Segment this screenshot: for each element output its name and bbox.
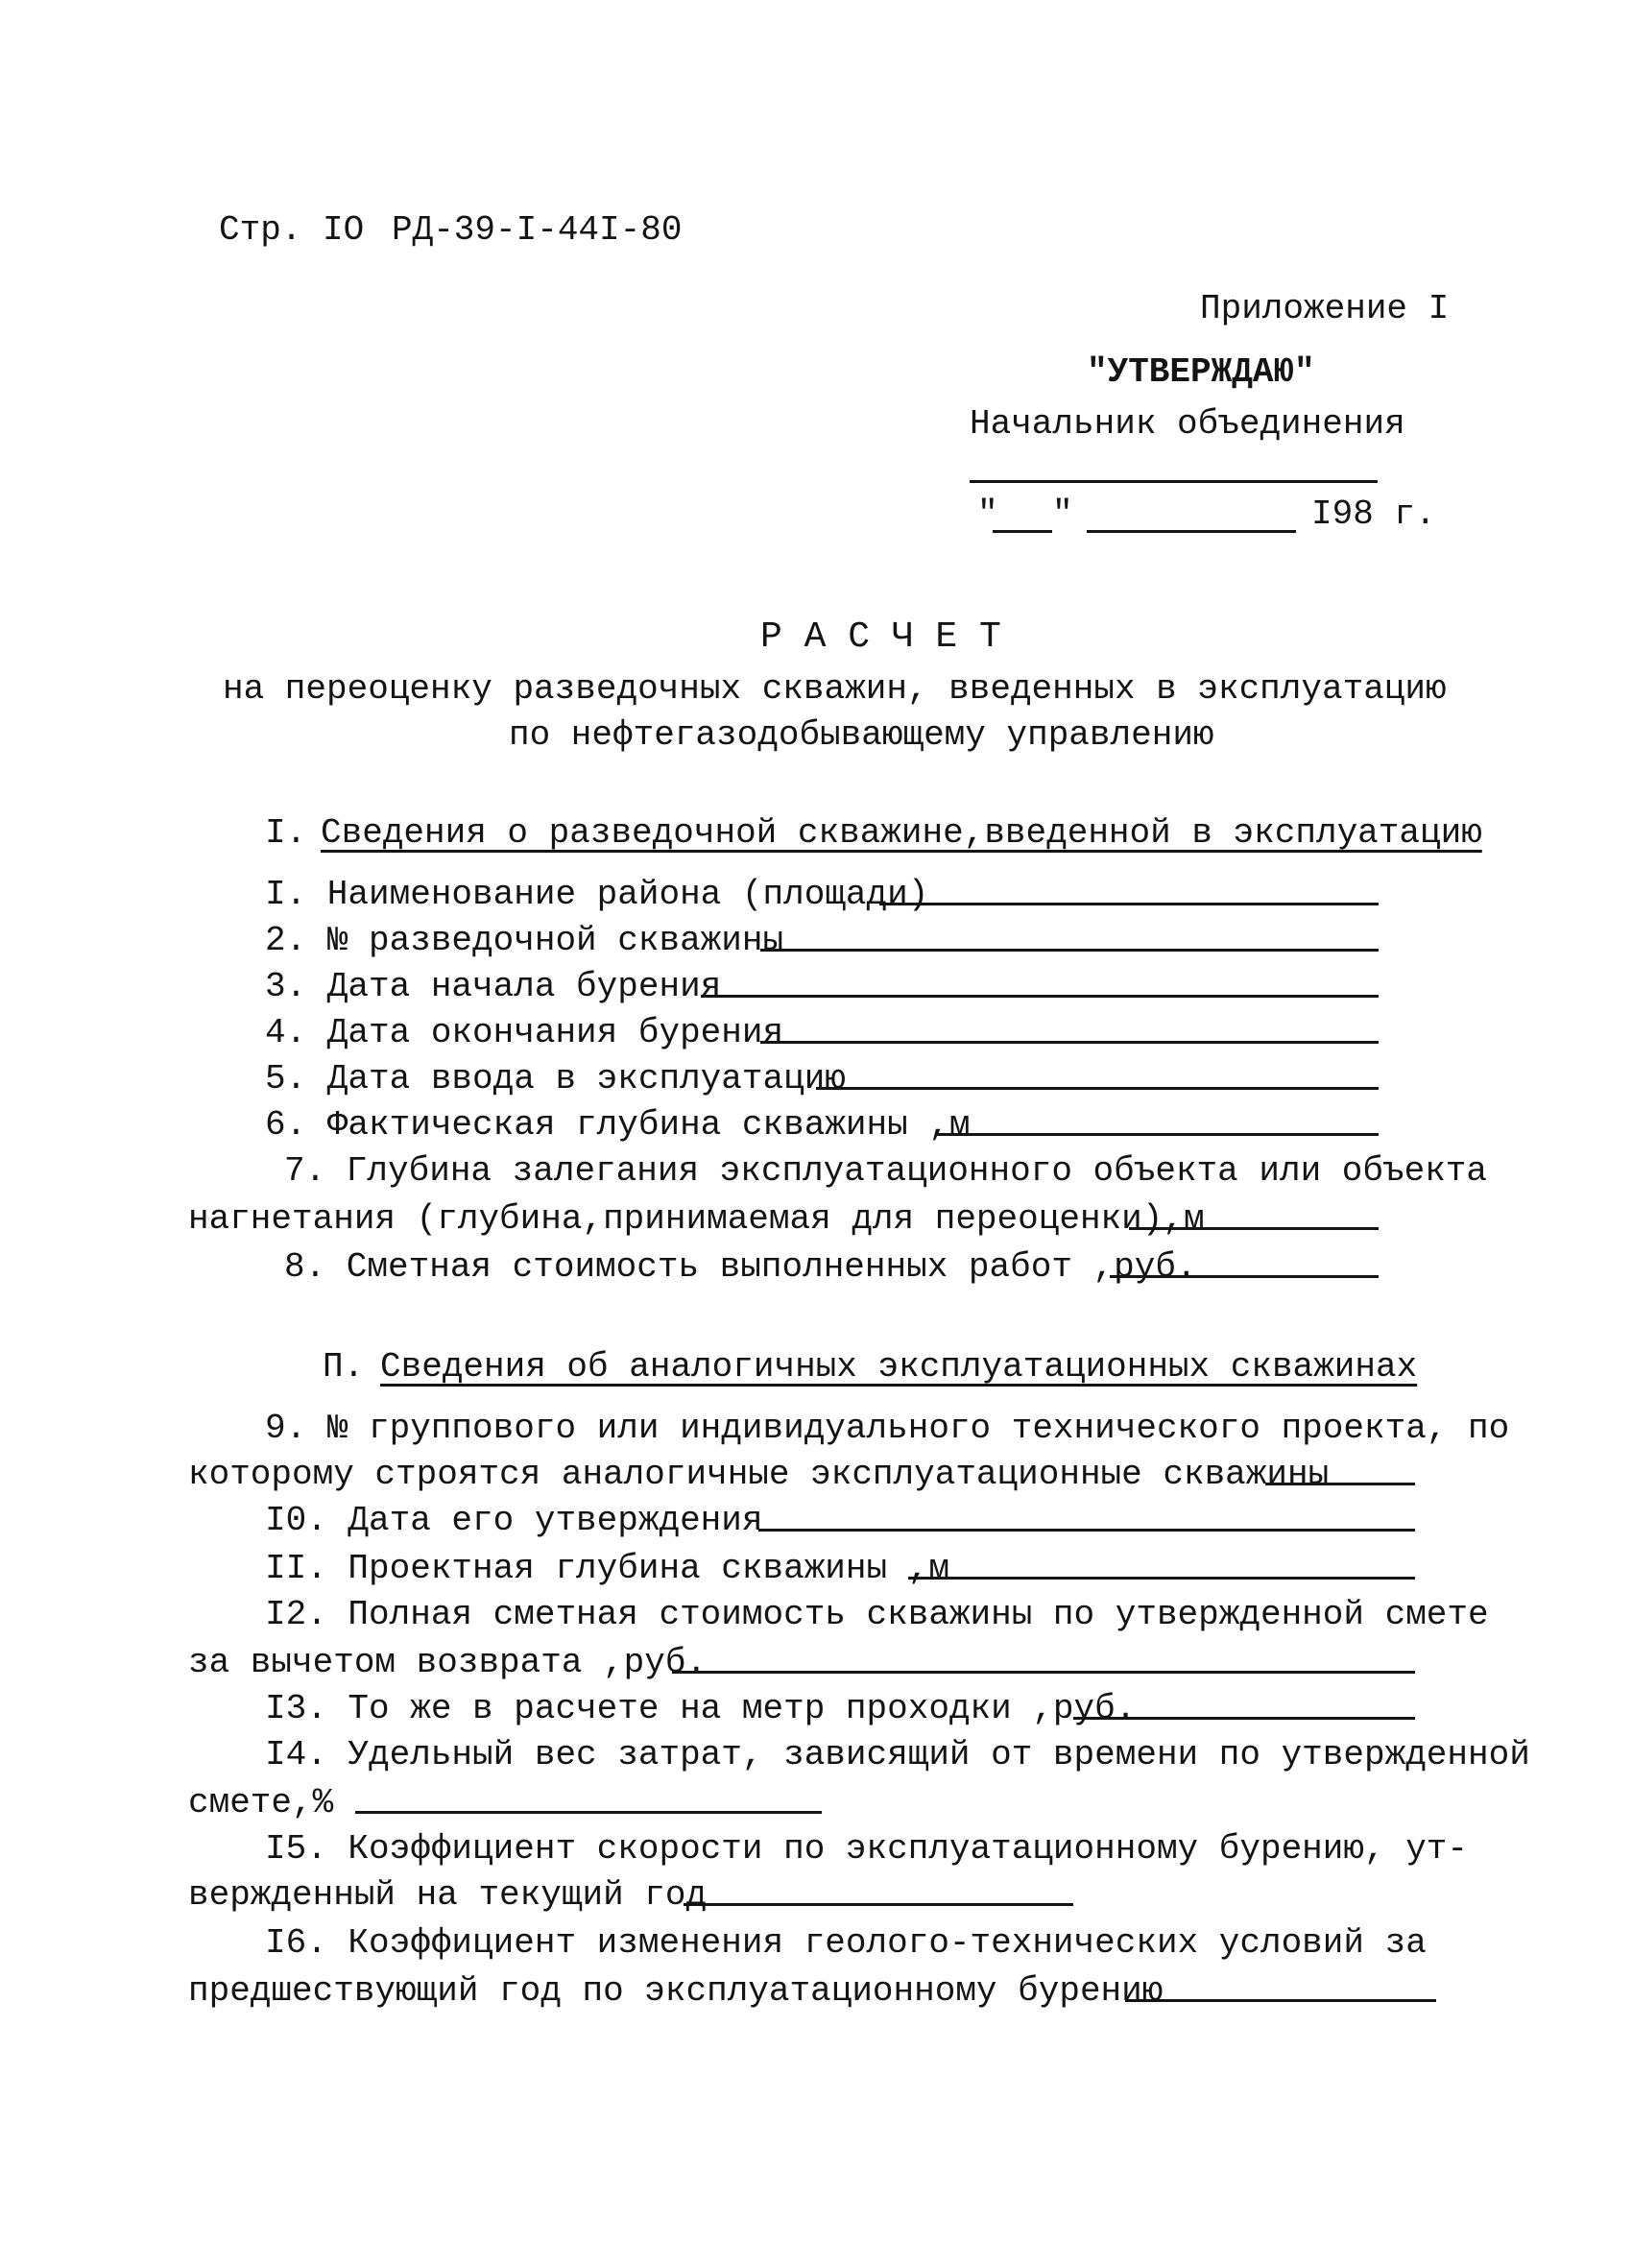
field-object-depth-line[interactable] <box>1129 1227 1379 1230</box>
field-design-depth-label: II. Проектная глубина скважины ,м <box>265 1549 949 1588</box>
document-title: Р А С Ч Е Т <box>760 616 1001 658</box>
field-speed-coefficient-label-1: I5. Коэффициент скорости по эксплуатационному бурению, ут- <box>265 1829 1469 1869</box>
field-design-depth-line[interactable] <box>908 1577 1415 1580</box>
field-full-cost-label-2: за вычетом возврата ,руб. <box>188 1643 708 1682</box>
subtitle-line-1: на переоценку разведочных скважин, введенных в эксплуатацию <box>223 669 1447 709</box>
field-speed-coefficient-line[interactable] <box>684 1903 1073 1906</box>
section-2-number: П. <box>323 1347 365 1387</box>
field-drilling-end-line[interactable] <box>760 1041 1379 1044</box>
date-day-line <box>993 530 1052 533</box>
date-year: I98 г. <box>1311 495 1436 534</box>
field-estimated-cost-label: 8. Сметная стоимость выполненных работ ,руб. <box>284 1247 1197 1287</box>
field-drilling-start-line[interactable] <box>701 995 1379 998</box>
field-time-costs-share-label-2: смете,% <box>188 1783 334 1822</box>
field-full-cost-label-1: I2. Полная сметная стоимость скважины по утвержденной смете <box>265 1595 1489 1634</box>
section-1-number: I. <box>265 813 307 853</box>
document-code: РД-39-I-44I-80 <box>392 210 683 250</box>
field-area-name-label: I. Наименование района (площади) <box>265 875 929 914</box>
field-geo-coefficient-label-1: I6. Коэффициент изменения геолого-технических условий за <box>265 1923 1427 1963</box>
field-project-number-label-2: которому строятся аналогичные эксплуатационные скважины <box>188 1455 1330 1494</box>
field-drilling-start-label: 3. Дата начала бурения <box>265 967 722 1006</box>
field-commissioning-date-label: 5. Дата ввода в эксплуатацию <box>265 1059 846 1098</box>
field-drilling-end-label: 4. Дата окончания бурения <box>265 1013 784 1052</box>
field-geo-coefficient-line[interactable] <box>1125 1999 1436 2002</box>
page-number: Стр. IO <box>219 210 365 250</box>
field-geo-coefficient-label-2: предшествующий год по эксплуатационному бурению <box>188 1971 1164 2011</box>
field-project-number-label-1: 9. № группового или индивидуального технического проекта, по <box>265 1409 1510 1448</box>
field-cost-per-meter-label: I3. То же в расчете на метр проходки ,руб. <box>265 1689 1137 1728</box>
field-cost-per-meter-line[interactable] <box>1073 1717 1415 1720</box>
date-quote-close: " <box>1052 495 1073 534</box>
field-well-number-label: 2. № разведочной скважины <box>265 921 784 960</box>
field-speed-coefficient-label-2: вержденный на текущий год <box>188 1875 708 1915</box>
field-actual-depth-line[interactable] <box>937 1133 1379 1136</box>
approve-stamp: "УТВЕРЖДАЮ" <box>1087 352 1315 392</box>
field-project-number-line[interactable] <box>1265 1483 1415 1485</box>
field-object-depth-label-2: нагнетания (глубина,принимаемая для переоценки),м <box>188 1199 1205 1239</box>
section-2-heading: Сведения об аналогичных эксплуатационных скважинах <box>380 1347 1418 1387</box>
appendix-label: Приложение I <box>1200 289 1450 328</box>
signature-line <box>970 480 1378 483</box>
field-area-name-line[interactable] <box>879 903 1379 905</box>
field-approval-date-label: I0. Дата его утверждения <box>265 1501 763 1540</box>
field-full-cost-line[interactable] <box>672 1671 1415 1674</box>
subtitle-line-2: по нефтегазодобывающему управлению <box>509 715 1214 755</box>
field-commissioning-date-line[interactable] <box>816 1087 1379 1090</box>
field-object-depth-label-1: 7. Глубина залегания эксплуатационного объекта или объекта <box>284 1151 1488 1191</box>
approver-title: Начальник объединения <box>970 404 1405 444</box>
field-estimated-cost-line[interactable] <box>1110 1275 1379 1278</box>
field-time-costs-share-line[interactable] <box>355 1811 822 1814</box>
date-month-line <box>1087 530 1296 533</box>
field-well-number-line[interactable] <box>760 949 1379 952</box>
date-quote-open: " <box>977 495 998 534</box>
field-time-costs-share-label-1: I4. Удельный вес затрат, зависящий от времени по утвержденной <box>265 1735 1530 1774</box>
field-approval-date-line[interactable] <box>758 1529 1415 1532</box>
section-1-heading: Сведения о разведочной скважине,введенной в эксплуатацию <box>321 813 1482 853</box>
field-actual-depth-label: 6. Фактическая глубина скважины ,м <box>265 1105 971 1145</box>
